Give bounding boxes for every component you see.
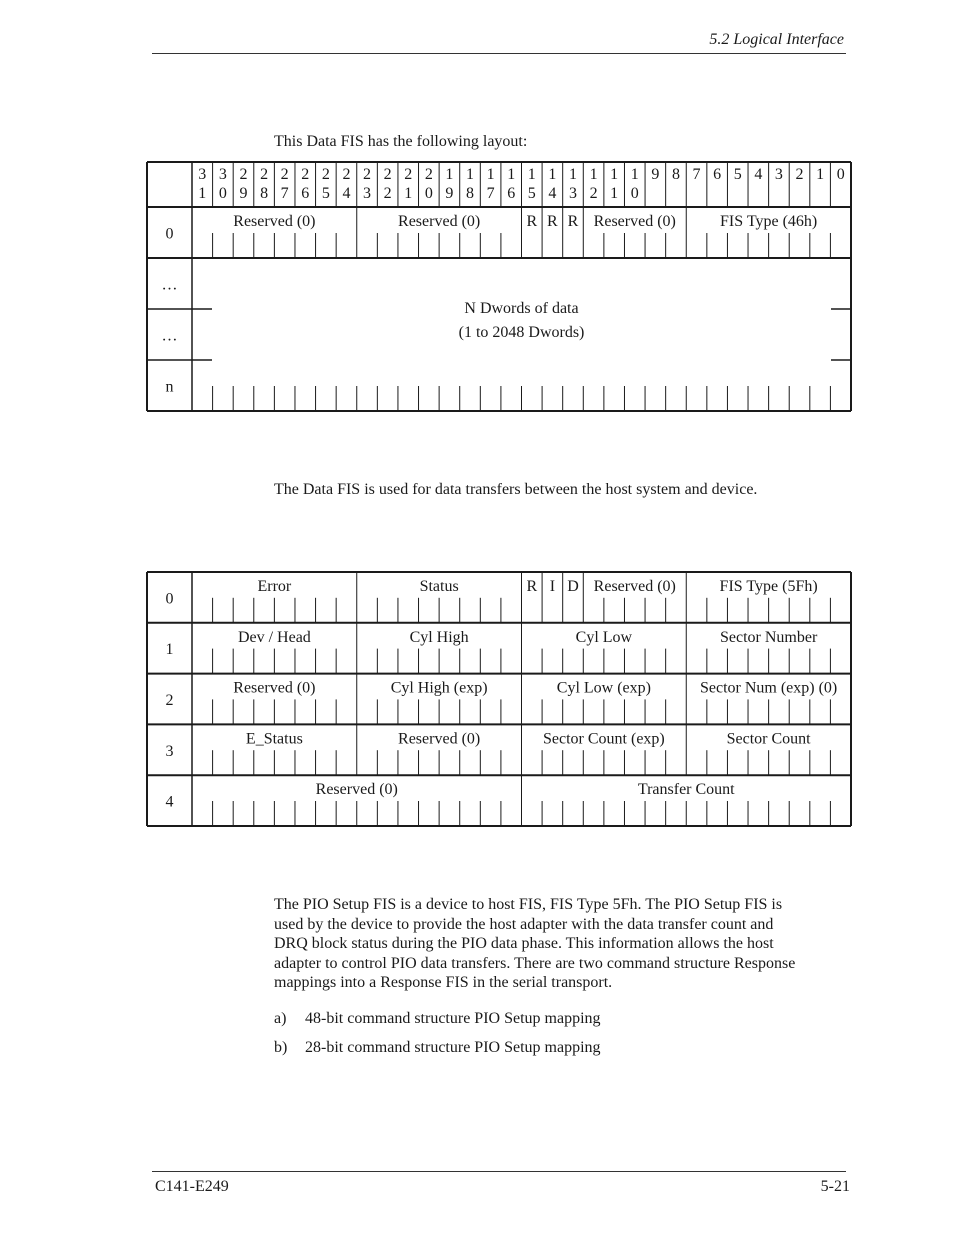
bit-number: 7 xyxy=(692,166,701,183)
bit-number: 9 xyxy=(651,166,660,183)
description-line: adapter to control PIO data transfers. There are two command structure Response xyxy=(274,954,796,972)
bit-number: 6 xyxy=(507,185,516,202)
bit-number: 2 xyxy=(795,166,804,183)
field-label: Reserved (0) xyxy=(233,213,316,230)
bit-number: 2 xyxy=(321,166,330,183)
dword-label: … xyxy=(161,276,178,294)
list-marker: b) xyxy=(274,1039,288,1056)
bit-number: 1 xyxy=(527,166,536,183)
flag-bit-label: D xyxy=(567,578,579,595)
description-line: The PIO Setup FIS is a device to host FIS, FIS Type 5Fh. The PIO Setup FIS is xyxy=(274,896,783,913)
description-line: used by the device to provide the host adapter with the data transfer count and xyxy=(274,915,774,933)
field-label: Reserved (0) xyxy=(398,730,481,748)
bit-number: 4 xyxy=(548,185,557,202)
bit-number: 2 xyxy=(260,166,269,183)
bit-number: 6 xyxy=(301,185,310,202)
bit-number: 2 xyxy=(239,166,248,183)
bit-number: 1 xyxy=(568,166,577,183)
data-fis-description: The Data FIS is used for data transfers between the host system and device. xyxy=(274,481,758,498)
field-label: Sector Count xyxy=(726,730,811,748)
dword-label: 3 xyxy=(165,742,174,760)
page-number: 5-21 xyxy=(820,1178,850,1195)
description-line: DRQ block status during the PIO data phase. This information allows the host xyxy=(274,935,774,952)
dword-label: 0 xyxy=(165,225,174,243)
bit-number: 9 xyxy=(239,185,248,202)
field-label: Reserved (0) xyxy=(315,781,398,799)
pio-fis-description xyxy=(274,895,839,993)
bit-number: 8 xyxy=(671,166,680,183)
bit-number: 1 xyxy=(466,166,475,183)
field-label: Sector Num (exp) (0) xyxy=(699,679,838,697)
bit-number: 6 xyxy=(713,166,722,183)
bit-number: 1 xyxy=(445,166,454,183)
bit-number: 1 xyxy=(507,166,516,183)
bit-number: 3 xyxy=(568,185,577,202)
dword-label: n xyxy=(165,378,174,396)
field-label: Cyl High xyxy=(409,628,469,646)
data-dwords-label: N Dwords of data xyxy=(464,300,579,317)
bit-number: 5 xyxy=(527,185,536,202)
dword-label: … xyxy=(161,327,178,345)
bit-number: 2 xyxy=(301,166,310,183)
flag-bit-label: R xyxy=(526,578,538,595)
field-label: Error xyxy=(257,578,292,595)
bit-number: 2 xyxy=(280,166,289,183)
bit-number: 7 xyxy=(280,185,289,202)
bit-number: 1 xyxy=(610,185,619,202)
bit-number: 2 xyxy=(404,166,413,183)
field-label: Reserved (0) xyxy=(233,679,316,697)
bit-number: 4 xyxy=(342,185,351,202)
bit-number: 9 xyxy=(445,185,454,202)
bit-number: 5 xyxy=(321,185,330,202)
bit-number: 1 xyxy=(404,185,413,202)
footer-rule xyxy=(152,1171,846,1172)
field-label: Reserved (0) xyxy=(398,213,481,230)
field-label: Sector Count (exp) xyxy=(543,730,665,748)
field-label: E_Status xyxy=(245,730,303,748)
dword-label: 1 xyxy=(165,641,174,659)
bit-number: 2 xyxy=(424,166,433,183)
dword-label: 0 xyxy=(165,590,174,608)
bit-number: 1 xyxy=(610,166,619,183)
data-dwords-range: (1 to 2048 Dwords) xyxy=(458,324,585,341)
bit-number: 8 xyxy=(466,185,475,202)
bit-number: 3 xyxy=(198,166,207,183)
bit-number: 7 xyxy=(486,185,495,202)
field-label: Cyl Low xyxy=(575,628,633,646)
bit-number: 2 xyxy=(383,185,392,202)
bit-number: 1 xyxy=(198,185,207,202)
dword-label: 4 xyxy=(165,793,174,811)
bit-number: 2 xyxy=(383,166,392,183)
field-label: Status xyxy=(419,578,459,595)
bit-number: 1 xyxy=(630,166,639,183)
field-label: Dev / Head xyxy=(237,628,311,646)
flag-bit-label: R xyxy=(547,213,558,230)
field-label: Transfer Count xyxy=(637,781,735,799)
list-item xyxy=(274,1038,839,1058)
flag-bit-label: R xyxy=(526,213,538,230)
dword-label: 2 xyxy=(165,692,174,709)
bit-number: 0 xyxy=(836,166,845,183)
bit-number: 1 xyxy=(548,166,557,183)
bit-number: 2 xyxy=(363,166,372,183)
field-label: Cyl Low (exp) xyxy=(556,679,651,697)
bit-number: 3 xyxy=(774,166,783,183)
document-id: C141-E249 xyxy=(155,1178,229,1195)
bit-number: 0 xyxy=(630,185,639,202)
field-label: Reserved (0) xyxy=(593,213,676,230)
bit-number: 1 xyxy=(486,166,495,183)
field-label: Cyl High (exp) xyxy=(390,679,488,697)
bit-number: 5 xyxy=(733,166,742,183)
flag-bit-label: I xyxy=(549,578,556,595)
bit-number: 3 xyxy=(218,166,227,183)
bit-number: 4 xyxy=(754,166,763,183)
bit-number: 3 xyxy=(363,185,372,202)
flag-bit-label: R xyxy=(567,213,579,230)
bit-number: 1 xyxy=(816,166,825,183)
field-label: FIS Type (46h) xyxy=(720,213,818,230)
data-fis-intro: This Data FIS has the following layout: xyxy=(274,133,528,150)
field-label: Sector Number xyxy=(719,628,818,646)
bit-number: 8 xyxy=(260,185,269,202)
section-header: 5.2 Logical Interface xyxy=(709,31,844,48)
bit-number: 1 xyxy=(589,166,598,183)
description-line: mappings into a Response FIS in the serial transport. xyxy=(274,974,613,991)
list-item xyxy=(274,1009,839,1029)
bit-number: 0 xyxy=(218,185,227,202)
list-marker: a) xyxy=(274,1010,287,1027)
bit-number: 0 xyxy=(424,185,433,202)
bit-number: 2 xyxy=(589,185,598,202)
list-text: 48-bit command structure PIO Setup mapping xyxy=(305,1010,601,1027)
field-label: FIS Type (5Fh) xyxy=(719,578,818,595)
field-label: Reserved (0) xyxy=(593,578,676,595)
list-text: 28-bit command structure PIO Setup mapping xyxy=(305,1039,601,1056)
bit-number: 2 xyxy=(342,166,351,183)
